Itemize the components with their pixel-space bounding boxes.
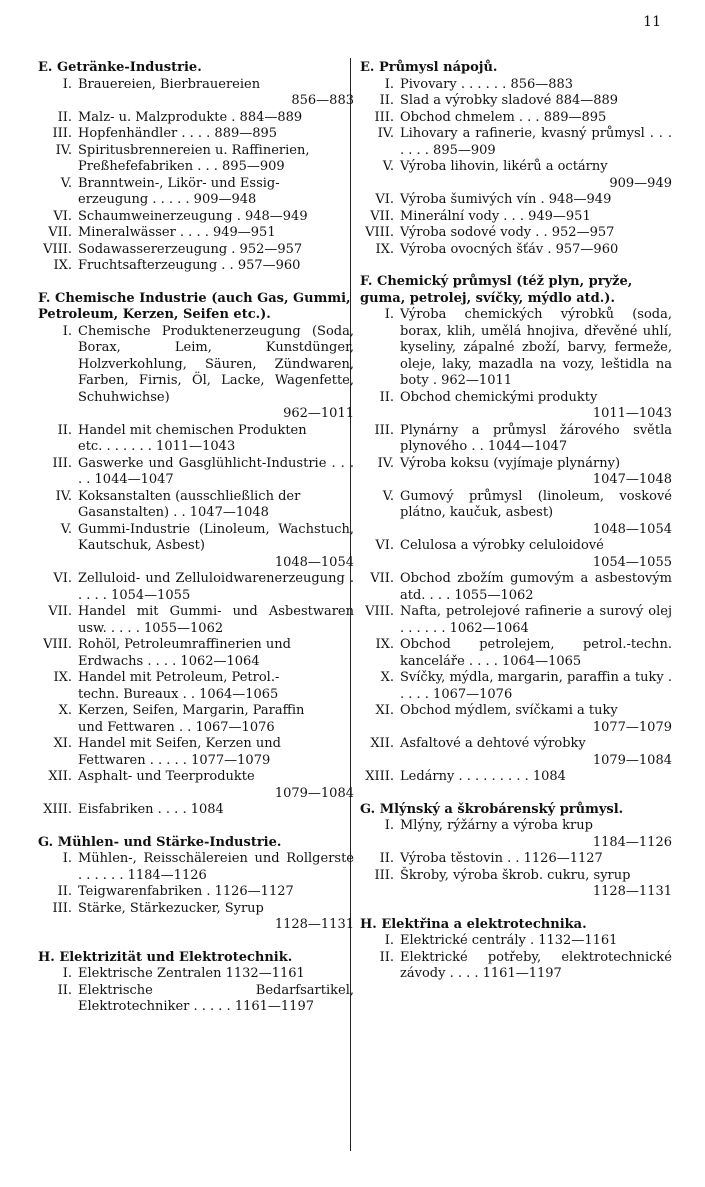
entry-body [400, 769, 672, 786]
index-entry [38, 456, 354, 489]
entry-pages: 1048—1054 [592, 521, 672, 537]
entry-text: Handel mit chemischen Produkten etc. . . . . . . 1011—1043 [78, 422, 307, 454]
index-entry [38, 703, 354, 736]
entry-text: Svíčky, mýdla, margarin, paraffin a tuky . . . . . 1067—1076 [400, 670, 672, 702]
entry-number: X. [58, 703, 72, 718]
entry-number: II. [379, 93, 394, 108]
index-entry [38, 901, 354, 934]
index-entry [360, 868, 672, 901]
index-entry [38, 802, 354, 819]
right-column-czech [360, 60, 672, 999]
entry-number: II. [57, 884, 72, 899]
entry-body [400, 933, 672, 950]
entry-number: I. [384, 818, 394, 833]
entry-text: Teigwarenfabriken . 1126—1127 [78, 884, 294, 899]
index-entry [38, 983, 354, 1016]
entry-body [400, 192, 672, 209]
index-entry [360, 950, 672, 983]
index-entry [360, 670, 672, 703]
index-entry [360, 93, 672, 110]
index-entry [38, 209, 354, 226]
index-entry [38, 110, 354, 127]
entry-number: VII. [48, 225, 72, 240]
entry-body [400, 736, 672, 769]
entry-body [78, 324, 354, 423]
section-title: E. Průmysl nápojů. [360, 60, 498, 75]
entry-body [78, 126, 354, 143]
entry-number: VII. [370, 571, 394, 586]
index-entry [38, 77, 354, 110]
section-title: H. Elektrizität und Elektrotechnik. [38, 949, 293, 965]
entry-number: I. [384, 933, 394, 948]
index-entry [360, 818, 672, 851]
index-entry [360, 423, 672, 456]
index-entry [38, 604, 354, 637]
index-entry [38, 884, 354, 901]
entry-number: IX. [53, 258, 72, 273]
index-entry [360, 209, 672, 226]
left-section [38, 835, 354, 934]
entry-body [400, 604, 672, 637]
entry-body [78, 176, 354, 209]
entry-body [400, 571, 672, 604]
entry-pages: 962—1011 [283, 406, 354, 421]
index-entry [38, 966, 354, 983]
entry-body [400, 950, 672, 983]
entry-text: Pivovary . . . . . . 856—883 [400, 76, 574, 92]
entry-text: Výroba koksu (vyjímaje plynárny) [400, 455, 621, 471]
entry-pages: 1128—1131 [592, 884, 672, 899]
entry-number: VI. [53, 571, 72, 586]
entry-number: III. [52, 900, 72, 916]
index-entry [360, 489, 672, 539]
entry-text: Kerzen, Seifen, Margarin, Paraffin und Fettwaren . . 1067—1076 [78, 703, 305, 735]
entry-number: IX. [375, 241, 394, 257]
entry-text: Spiritusbrennereien u. Raffinerien, Preßhefefabriken . . . 895—909 [78, 142, 310, 174]
entry-number: I. [384, 307, 394, 322]
entry-text: Chemische Produktenerzeugung (Soda, Borax, Leim, Kunstdünger, Holzverkohlung, Säuren, Zündwaren, Farben, Firnis, Öl, Lacke, Wagenfette, Schuhwichse) [78, 323, 354, 405]
entry-text: Branntwein-, Likör- und Essig- erzeugung . . . . . 909—948 [78, 175, 280, 207]
entry-text: Obchod chmelem . . . 889—895 [400, 109, 607, 125]
index-entry [38, 736, 354, 769]
entry-text: Obchod zbožím gumovým a asbestovým atd. . . . 1055—1062 [400, 571, 672, 603]
index-entry [360, 159, 672, 192]
left-section [38, 291, 354, 819]
entry-body [78, 225, 354, 242]
entry-text: Obchod petrolejem, petrol.-techn. kanceláře . . . . 1064—1065 [400, 637, 672, 669]
entry-body [78, 966, 354, 983]
index-entry [38, 769, 354, 802]
index-entry [38, 423, 354, 456]
index-entry [360, 192, 672, 209]
entry-pages: 1054—1055 [592, 554, 672, 570]
entry-text: Handel mit Seifen, Kerzen und Fettwaren . . . . . 1077—1079 [78, 736, 281, 768]
entry-body [78, 242, 354, 259]
entry-text: Gumový průmysl (linoleum, voskové plátno, kaučuk, asbest) [400, 488, 672, 520]
index-entry [360, 110, 672, 127]
entry-body [78, 258, 354, 275]
entry-text: Rohöl, Petroleumraffinerien und Erdwachs . . . . 1062—1064 [78, 637, 291, 669]
entry-body [400, 868, 672, 901]
section-title: G. Mühlen- und Stärke-Industrie. [38, 834, 282, 850]
index-entry [38, 489, 354, 522]
entry-body [400, 703, 672, 736]
entry-body [78, 851, 354, 884]
entry-number: IX. [375, 637, 394, 652]
entry-text: Hopfenhändler . . . . 889—895 [78, 126, 278, 141]
entry-text: Handel mit Petroleum, Petrol.- techn. Bureaux . . 1064—1065 [78, 670, 280, 702]
entry-text: Minerální vody . . . 949—951 [400, 208, 591, 224]
index-entry [360, 851, 672, 868]
entry-body [400, 110, 672, 127]
entry-body [78, 209, 354, 226]
index-entry [38, 126, 354, 143]
left-section [38, 950, 354, 1016]
entry-number: I. [62, 966, 72, 981]
entry-body [400, 159, 672, 192]
entry-number: VI. [53, 208, 72, 224]
entry-number: VIII. [43, 241, 72, 257]
entry-body [78, 637, 354, 670]
entry-number: II. [57, 422, 72, 438]
entry-body [78, 423, 354, 456]
entry-body [78, 901, 354, 934]
entry-pages: 1011—1043 [592, 406, 672, 421]
entry-text: Celulosa a výrobky celuloidové [400, 538, 604, 553]
index-entry [360, 571, 672, 604]
entry-number: VII. [370, 208, 394, 224]
entry-body [78, 522, 354, 572]
entry-number: I. [62, 323, 72, 339]
entry-number: II. [379, 949, 394, 965]
entry-text: Obchod chemickými produkty [400, 389, 598, 405]
entry-body [78, 884, 354, 901]
entry-body [78, 571, 354, 604]
index-entry [38, 258, 354, 275]
entry-text: Malz- u. Malzprodukte . 884—889 [78, 109, 303, 125]
entry-body [400, 423, 672, 456]
entry-number: III. [374, 867, 394, 883]
entry-text: Mühlen-, Reisschälereien und Rollgerste . . . . . . 1184—1126 [78, 851, 354, 883]
entry-number: IV. [55, 142, 72, 158]
index-entry [360, 456, 672, 489]
entry-text: Schaumweinerzeugung . 948—949 [78, 208, 308, 224]
entry-number: XII. [370, 736, 394, 751]
right-section [360, 274, 672, 786]
entry-number: III. [374, 109, 394, 125]
index-entry [38, 670, 354, 703]
entry-number: VIII. [365, 225, 394, 240]
entry-body [78, 77, 354, 110]
entry-number: XI. [53, 736, 72, 751]
entry-text: Gummi-Industrie (Linoleum, Wachstuch, Kautschuk, Asbest) [78, 521, 354, 553]
entry-text: Mineralwässer . . . . 949—951 [78, 225, 276, 240]
right-section [360, 802, 672, 901]
entry-number: X. [380, 670, 394, 685]
entry-text: Obchod mýdlem, svíčkami a tuky [400, 703, 618, 718]
left-column-german [38, 60, 354, 1032]
entry-text: Gaswerke und Gasglühlicht-Industrie . . . . . 1044—1047 [78, 455, 354, 487]
entry-number: III. [52, 455, 72, 471]
entry-body [78, 489, 354, 522]
entry-number: IX. [53, 670, 72, 685]
entry-text: Slad a výrobky sladové 884—889 [400, 93, 619, 108]
entry-text: Elektrické centrály . 1132—1161 [400, 933, 618, 948]
entry-body [78, 456, 354, 489]
entry-body [78, 604, 354, 637]
entry-body [400, 242, 672, 259]
entry-number: V. [382, 159, 394, 174]
entry-number: XI. [375, 703, 394, 718]
section-title: G. Mlýnský a škrobárenský průmysl. [360, 801, 624, 817]
right-section [360, 60, 672, 258]
entry-number: II. [57, 109, 72, 125]
section-title: H. Elektřina a elektrotechnika. [360, 916, 587, 932]
left-section [38, 60, 354, 275]
index-entry [38, 324, 354, 423]
entry-body [78, 983, 354, 1016]
entry-number: VII. [48, 604, 72, 619]
entry-body [78, 110, 354, 127]
entry-number: IV. [377, 126, 394, 141]
entry-pages: 1079—1084 [274, 785, 354, 801]
entry-text: Mlýny, rýžárny a výroba krup [400, 818, 593, 833]
entry-number: I. [62, 851, 72, 866]
entry-body [78, 769, 354, 802]
entry-number: XIII. [43, 802, 72, 817]
index-entry [38, 176, 354, 209]
entry-number: V. [60, 521, 72, 537]
page-number: 11 [643, 14, 661, 30]
entry-body [78, 670, 354, 703]
entry-number: II. [57, 982, 72, 998]
index-entry [38, 637, 354, 670]
entry-number: II. [379, 389, 394, 405]
index-entry [38, 225, 354, 242]
entry-body [400, 77, 672, 94]
entry-number: II. [379, 851, 394, 866]
entry-text: Handel mit Gummi- und Asbestwaren usw. . . . . 1055—1062 [78, 604, 354, 636]
entry-body [400, 390, 672, 423]
index-entry [360, 307, 672, 390]
entry-number: VIII. [365, 604, 394, 619]
entry-pages: 1079—1084 [592, 752, 672, 768]
entry-text: Výroba ovocných šťáv . 957—960 [400, 241, 619, 257]
entry-text: Zelluloid- und Zelluloidwarenerzeugung . . . . . 1054—1055 [78, 571, 354, 603]
entry-number: I. [384, 76, 394, 92]
entry-text: Asfaltové a dehtové výrobky [400, 736, 586, 751]
entry-number: VI. [375, 192, 394, 207]
entry-number: V. [382, 488, 394, 504]
index-entry [38, 522, 354, 572]
entry-text: Výroba těstovin . . 1126—1127 [400, 851, 603, 866]
entry-body [78, 802, 354, 819]
right-section [360, 917, 672, 983]
section-title: E. Getränke-Industrie. [38, 60, 202, 75]
index-entry [360, 769, 672, 786]
entry-text: Škroby, výroba škrob. cukru, syrup [400, 867, 631, 883]
entry-number: IV. [377, 455, 394, 471]
entry-number: III. [374, 422, 394, 438]
entry-body [400, 637, 672, 670]
index-entry [360, 933, 672, 950]
index-entry [360, 604, 672, 637]
entry-body [400, 538, 672, 571]
entry-body [400, 225, 672, 242]
entry-number: I. [62, 76, 72, 92]
entry-text: Výroba chemických výrobků (soda, borax, klih, umělá hnojiva, dřevěné uhlí, kyseliny, zápalné zboží, barvy, fermeže, oleje, laky, mazadla na vozy, leštidla na boty . 962—1011 [400, 307, 672, 388]
entry-body [400, 307, 672, 390]
entry-pages: 1077—1079 [592, 719, 672, 735]
entry-text: Koksanstalten (ausschließlich der Gasanstalten) . . 1047—1048 [78, 488, 301, 520]
entry-number: XII. [48, 769, 72, 784]
section-title: F. Chemische Industrie (auch Gas, Gummi, Petroleum, Kerzen, Seifen etc.). [38, 290, 351, 322]
index-entry [360, 538, 672, 571]
index-entry [360, 225, 672, 242]
entry-body [400, 851, 672, 868]
entry-body [400, 126, 672, 159]
index-entry [360, 390, 672, 423]
entry-pages: 909—949 [609, 175, 672, 191]
index-entry [38, 571, 354, 604]
entry-text: Lihovary a rafinerie, kvasný průmysl . . . . . . . 895—909 [400, 126, 672, 158]
entry-pages: 1184—1126 [592, 834, 672, 850]
entry-number: XIII. [365, 769, 394, 784]
entry-body [78, 143, 354, 176]
entry-number: III. [52, 126, 72, 141]
entry-body [400, 456, 672, 489]
entry-body [400, 93, 672, 110]
entry-text: Elektrische Bedarfsartikel, Elektrotechniker . . . . . 1161—1197 [78, 982, 354, 1014]
index-entry [360, 242, 672, 259]
entry-text: Elektrische Zentralen 1132—1161 [78, 966, 305, 981]
entry-text: Sodawassererzeugung . 952—957 [78, 241, 303, 257]
entry-text: Výroba lihovin, likérů a octárny [400, 159, 608, 174]
entry-body [78, 703, 354, 736]
entry-text: Výroba sodové vody . . 952—957 [400, 225, 615, 240]
index-entry [38, 851, 354, 884]
index-entry [38, 143, 354, 176]
entry-text: Asphalt- und Teerprodukte [78, 769, 255, 784]
entry-pages: 1128—1131 [274, 917, 354, 932]
index-entry [360, 77, 672, 94]
entry-pages: 1048—1054 [274, 554, 354, 570]
entry-body [78, 736, 354, 769]
entry-body [400, 818, 672, 851]
entry-text: Výroba šumivých vín . 948—949 [400, 192, 612, 207]
entry-text: Eisfabriken . . . . 1084 [78, 802, 224, 817]
entry-text: Brauereien, Bierbrauereien [78, 76, 261, 92]
entry-text: Ledárny . . . . . . . . . 1084 [400, 769, 566, 784]
entry-number: IV. [55, 488, 72, 504]
entry-body [400, 209, 672, 226]
entry-number: VIII. [43, 637, 72, 652]
section-title: F. Chemický průmysl (též plyn, pryže, guma, petrolej, svíčky, mýdlo atd.). [360, 274, 633, 306]
index-entry [360, 126, 672, 159]
entry-text: Plynárny a průmysl žárového světla plynového . . 1044—1047 [400, 422, 672, 454]
index-entry [360, 637, 672, 670]
entry-text: Fruchtsafterzeugung . . 957—960 [78, 258, 301, 273]
entry-text: Stärke, Stärkezucker, Syrup [78, 900, 264, 916]
entry-pages: 856—883 [291, 93, 354, 108]
entry-text: Elektrické potřeby, elektrotechnické závody . . . . 1161—1197 [400, 949, 672, 981]
entry-number: VI. [375, 538, 394, 553]
entry-body [400, 670, 672, 703]
entry-text: Nafta, petrolejové rafinerie a surový olej . . . . . . 1062—1064 [400, 604, 672, 636]
index-entry [38, 242, 354, 259]
entry-number: V. [60, 175, 72, 191]
entry-body [400, 489, 672, 539]
entry-pages: 1047—1048 [592, 472, 672, 487]
index-entry [360, 703, 672, 736]
index-entry [360, 736, 672, 769]
